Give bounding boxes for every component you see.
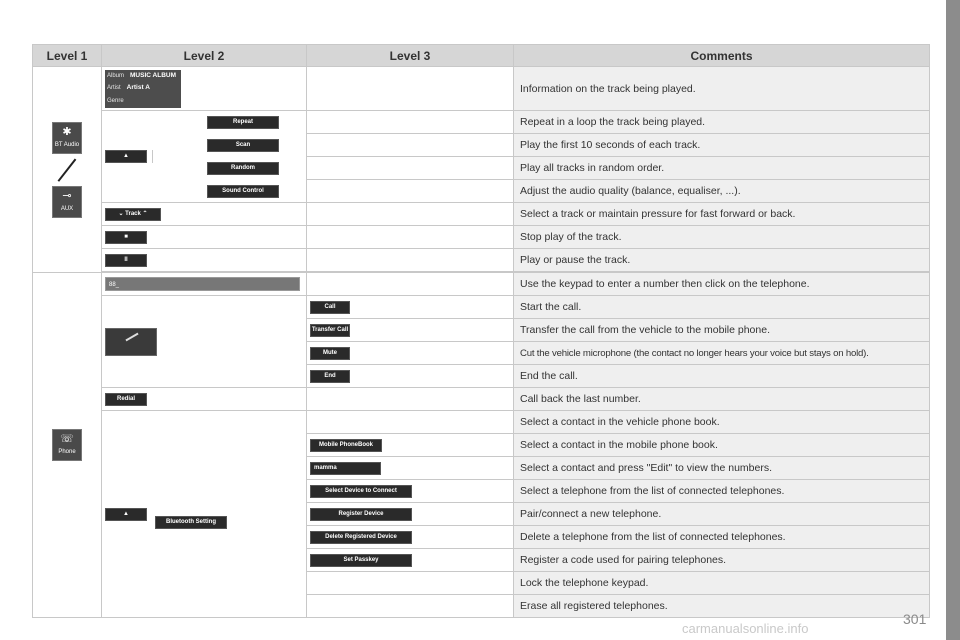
- repeat-button[interactable]: Repeat: [207, 116, 279, 129]
- level3-mobile-phonebook: [307, 434, 514, 457]
- header-level3: Level 3: [307, 45, 514, 67]
- album-row: Album MUSIC ALBUM: [107, 71, 176, 79]
- table-row: [33, 388, 930, 411]
- table-row: [33, 296, 930, 319]
- bt-audio-tile[interactable]: [52, 122, 82, 154]
- comment: Cut the vehicle microphone (the contact no longer hears your voice but stays on hold).: [514, 342, 930, 365]
- table-row: [33, 111, 930, 134]
- comment: Select a contact in the vehicle phone book.: [514, 411, 930, 434]
- level2-dial: [102, 273, 307, 296]
- table-row: [33, 67, 930, 111]
- random-button[interactable]: Random: [207, 162, 279, 175]
- level3-delete-device: [307, 526, 514, 549]
- bluetooth-icon: ✱: [62, 125, 72, 138]
- phone-tile[interactable]: [52, 429, 82, 461]
- level3-scan: [235, 134, 514, 157]
- end-button[interactable]: End: [310, 370, 350, 383]
- level3-sound-control: [222, 180, 514, 203]
- aux-tile[interactable]: [52, 186, 82, 218]
- level3-empty: [307, 388, 514, 411]
- table-row: [33, 273, 930, 296]
- level3-empty: [307, 203, 514, 226]
- mobile-phonebook-button[interactable]: Mobile PhoneBook: [310, 439, 382, 452]
- comment: Play the first 10 seconds of each track.: [514, 134, 930, 157]
- level3-select-device: [307, 480, 514, 503]
- album-info-panel: [105, 70, 181, 108]
- set-passkey-button[interactable]: Set Passkey: [310, 554, 412, 567]
- track-label: Track: [125, 210, 141, 217]
- table-row: [33, 226, 930, 249]
- level2-album-info: [102, 67, 307, 111]
- comment: Select a contact in the mobile phone book.: [514, 434, 930, 457]
- level3-set-passkey: [307, 549, 514, 572]
- watermark: carmanualsonline.info: [682, 621, 809, 636]
- transfer-call-button[interactable]: Transfer Call: [310, 324, 350, 337]
- call-button[interactable]: Call: [310, 301, 350, 314]
- comment: Adjust the audio quality (balance, equaliser, ...).: [514, 180, 930, 203]
- comment: Start the call.: [514, 296, 930, 319]
- level3-empty: [307, 226, 514, 249]
- comment: Play all tracks in random order.: [514, 157, 930, 180]
- comment: Play or pause the track.: [514, 249, 930, 272]
- triangle-up-icon: ▲: [123, 153, 129, 159]
- level3-transfer: [307, 319, 514, 342]
- bluetooth-setting-button[interactable]: Bluetooth Setting: [155, 516, 227, 529]
- bt-audio-label: BT Audio: [54, 141, 80, 148]
- comment: Call back the last number.: [514, 388, 930, 411]
- header-comments: Comments: [514, 45, 930, 67]
- redial-button[interactable]: Redial: [105, 393, 147, 406]
- table-row: [33, 203, 930, 226]
- phone-menu-button[interactable]: [105, 508, 147, 521]
- comment: End the call.: [514, 365, 930, 388]
- comment: Pair/connect a new telephone.: [514, 503, 930, 526]
- chevron-down-icon: ⌄: [118, 210, 126, 217]
- level3-mute: [307, 342, 514, 365]
- level2-track: [102, 203, 307, 226]
- level1-phone: [33, 273, 102, 618]
- level3-phonebook: [307, 411, 514, 434]
- comment: Repeat in a loop the track being played.: [514, 111, 930, 134]
- level3-empty: [307, 249, 514, 272]
- comment: Erase all registered telephones.: [514, 595, 930, 618]
- phone-label: Phone: [58, 449, 76, 455]
- aux-plug-icon: ⊸: [62, 189, 72, 202]
- dial-number-field[interactable]: 88_: [105, 277, 300, 291]
- level1-audio: [33, 67, 102, 273]
- comment: Use the keypad to enter a number then click on the telephone.: [514, 273, 930, 296]
- level3-end: [307, 365, 514, 388]
- page-edge-bar: [946, 0, 960, 640]
- select-device-button[interactable]: Select Device to Connect: [310, 485, 412, 498]
- comment: Select a track or maintain pressure for fast forward or back.: [514, 203, 930, 226]
- comment: Stop play of the track.: [514, 226, 930, 249]
- audio-menu-button[interactable]: [105, 150, 147, 163]
- comment: Information on the track being played.: [514, 67, 930, 111]
- level2-handset: [102, 296, 307, 388]
- chevron-up-icon: ⌃: [140, 210, 148, 217]
- level3-call: [307, 296, 514, 319]
- telephone-handset-button[interactable]: [105, 328, 157, 356]
- bluetooth-setting-group: [155, 514, 227, 532]
- level2-stop: [102, 226, 307, 249]
- level3-random: [231, 157, 514, 180]
- genre-row: Genre: [107, 97, 124, 104]
- artist-row: Artist Artist A: [107, 84, 150, 92]
- header-level1: Level 1: [33, 45, 102, 67]
- register-device-button[interactable]: Register Device: [310, 508, 412, 521]
- table-row: [33, 249, 930, 272]
- triangle-up-icon: ▲: [123, 510, 129, 517]
- level3-empty: [307, 273, 514, 296]
- level3-contact: [307, 457, 514, 480]
- level3-lock: [307, 572, 514, 595]
- comment: Transfer the call from the vehicle to the mobile phone.: [514, 319, 930, 342]
- aux-label: AUX: [60, 205, 74, 212]
- track-button[interactable]: [105, 208, 161, 221]
- table-header-row: [33, 45, 930, 67]
- level3-reset-all: [307, 595, 514, 618]
- contact-entry-button[interactable]: mamma: [310, 462, 381, 475]
- comment: Select a contact and press "Edit" to view the numbers.: [514, 457, 930, 480]
- header-level2: Level 2: [102, 45, 307, 67]
- mute-button[interactable]: Mute: [310, 347, 350, 360]
- level3-empty: [307, 67, 514, 111]
- page-number: 301: [903, 611, 927, 627]
- table-row: [33, 411, 930, 434]
- comment: Select a telephone from the list of connected telephones.: [514, 480, 930, 503]
- pause-button[interactable]: II: [105, 254, 147, 267]
- comment: Lock the telephone keypad.: [514, 572, 930, 595]
- level2-redial: [102, 388, 307, 411]
- comment: Delete a telephone from the list of connected telephones.: [514, 526, 930, 549]
- level2-pause: [102, 249, 307, 272]
- phone-icon: ☏: [60, 433, 74, 445]
- level3-repeat: [232, 111, 514, 134]
- scan-button[interactable]: Scan: [207, 139, 279, 152]
- comment: Register a code used for pairing telephones.: [514, 549, 930, 572]
- stop-button[interactable]: ■: [105, 231, 147, 244]
- divider-slash: [55, 158, 79, 182]
- sound-control-button[interactable]: Sound Control: [207, 185, 279, 198]
- level3-register-device: [307, 503, 514, 526]
- delete-device-button[interactable]: Delete Registered Device: [310, 531, 412, 544]
